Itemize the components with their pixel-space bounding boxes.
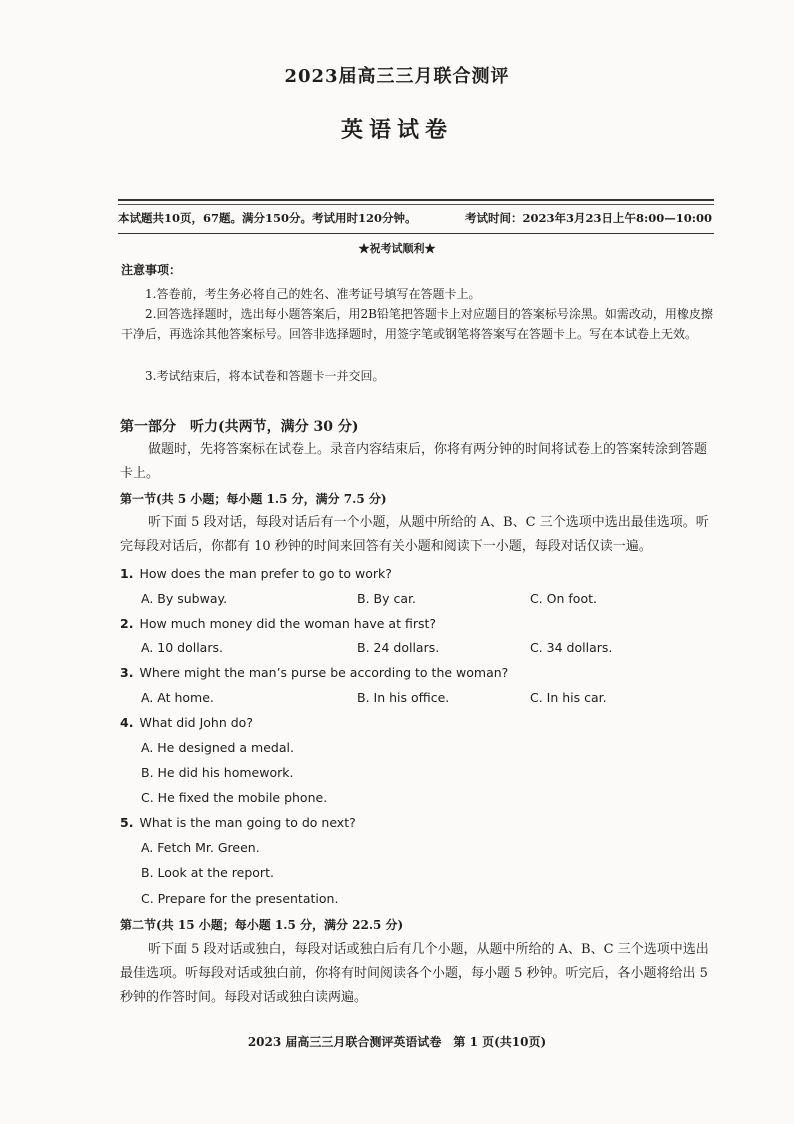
part-title: 第一部分 听力(共两节，满分 30 分) [120,419,359,435]
option-c[interactable]: C. Prepare for the presentation. [141,891,339,906]
section-instruction: 听下面 5 段对话或独白，每段对话或独白后有几个小题，从题中所给的 A、B、C 三个选项中选出最佳选项。听每段对话或独白前，你将有时间阅读各个小题，每小题 5 秒钟。听完后，各小题将给出 5 秒钟的作答时间。每段对话或独白读两遍。 [120,942,709,1005]
note-item: 1.答卷前，考生务必将自己的姓名、准考证号填写在答题卡上。 [145,287,481,301]
question: 1. How does the man prefer to go to work? [120,566,392,581]
exam-info: 本试题共10页，67题。满分150分。考试用时120分钟。 [118,211,417,225]
part-instruction: 做题时，先将答案标在试卷上。录音内容结束后，你将有两分钟的时间将试卷上的答案转涂到答题卡上。 [120,442,708,481]
option-a[interactable]: A. By subway. [141,591,228,606]
divider [118,199,714,201]
option-b[interactable]: B. 24 dollars. [357,640,440,655]
option-b[interactable]: B. Look at the report. [141,865,274,880]
option-a[interactable]: A. He designed a medal. [141,740,294,755]
question: 2. How much money did the woman have at first? [120,616,437,631]
note-item: 3.考试结束后，将本试卷和答题卡一并交回。 [145,369,385,383]
option-c[interactable]: C. 34 dollars. [530,640,613,655]
option-b[interactable]: B. He did his homework. [141,765,294,780]
divider [118,204,714,205]
option-c[interactable]: C. In his car. [530,690,607,705]
exam-time: 考试时间：2023年3月23日上午8:00—10:00 [465,211,713,225]
question: 4. What did John do? [120,715,253,730]
option-c[interactable]: C. He fixed the mobile phone. [141,790,328,805]
question: 3. Where might the man’s purse be according to the woman? [120,665,509,680]
notes-title: 注意事项： [121,263,182,277]
option-b[interactable]: B. In his office. [357,690,450,705]
page-footer: 2023 届高三三月联合测评英语试卷 第 1 页(共10页) [247,1035,547,1049]
divider [118,233,714,234]
option-a[interactable]: A. Fetch Mr. Green. [141,840,260,855]
question: 5. What is the man going to do next? [120,815,356,830]
good-luck-banner: ★祝考试顺利★ [358,242,436,255]
note-item: 2.回答选择题时，选出每小题答案后，用2B铅笔把答题卡上对应题目的答案标号涂黑。如需改动，用橡皮擦干净后，再选涂其他答案标号。回答非选择题时，用签字笔或钢笔将答案写在答题卡上。写在本试卷上无效。 [121,307,713,341]
option-a[interactable]: A. 10 dollars. [141,640,223,655]
option-c[interactable]: C. On foot. [530,591,597,606]
exam-title: 2023届高三三月联合测评 [284,66,510,87]
exam-subject: 英语试卷 [340,117,453,143]
option-a[interactable]: A. At home. [141,690,214,705]
section-title: 第二节(共 15 小题；每小题 1.5 分，满分 22.5 分) [120,918,404,932]
section-instruction: 听下面 5 段对话，每段对话后有一个小题，从题中所给的 A、B、C 三个选项中选出最佳选项。听完每段对话后，你都有 10 秒钟的时间来回答有关小题和阅读下一小题，每段对话仅读一遍。 [120,515,709,554]
section-title: 第一节(共 5 小题；每小题 1.5 分，满分 7.5 分) [120,492,387,506]
option-b[interactable]: B. By car. [357,591,416,606]
